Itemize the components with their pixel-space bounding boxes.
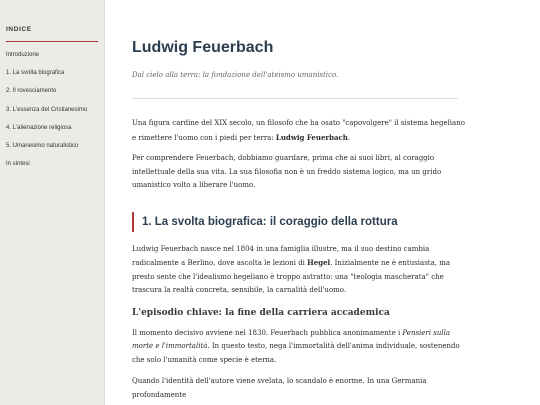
sidebar-title: INDICE: [6, 26, 98, 42]
section1-paragraph-1: [132, 243, 467, 298]
page-title: Ludwig Feuerbach: [132, 39, 274, 56]
sidebar-item-rovesciamento[interactable]: 2. Il rovesciamento: [6, 88, 57, 95]
subsection-paragraph-2: Quando l'identità dell'autore viene svelata, lo scandalo è enorme. In una Germania profondamente: [132, 377, 427, 399]
book-title-italic: Pensieri sulla morte e l'immortalità: [132, 328, 450, 350]
intro-end: .: [347, 133, 351, 142]
intro-paragraph-2: Per comprendere Feuerbach, dobbiamo guardare, prima che ai suoi libri, al coraggio intellettuale della sua vita. La sua filosofia non è un freddo sistema logico, ma un grido umanistico volto a liberare l'uomo.: [132, 154, 442, 189]
subsection-text-c: . In questo testo, nega l'immortalità dell'anima individuale, sostenendo che solo l'umanità come specie è eterna.: [132, 342, 460, 364]
intro-text: Una figura cardine del XIX secolo, un filosofo che ha osato "capovolgere" il sistema hegeliano e rimettere l'uomo con i piedi per terra:: [132, 119, 465, 142]
subsection-paragraph-1: [132, 327, 467, 368]
sidebar: [0, 0, 105, 405]
page-subtitle: Dal cielo alla terra: la fondazione dell'ateismo umanistico.: [132, 71, 339, 79]
subsection-heading-episodio: L'episodio chiave: la fine della carriera accademica: [132, 307, 390, 318]
title-divider: [132, 98, 458, 99]
sidebar-item-umanesimo-naturalistico[interactable]: 5. Umanesimo naturalistico: [6, 142, 79, 149]
hegel-bold: Hegel: [307, 258, 331, 267]
intro-name-bold: Ludwig Feuerbach: [275, 132, 348, 142]
sidebar-item-in-sintesi[interactable]: In sintesi: [6, 161, 30, 168]
section-heading-svolta: 1. La svolta biografica: il coraggio della rottura: [132, 212, 467, 232]
section1-text-a: Ludwig Feuerbach nasce nel 1804 in una famiglia illustre, ma il suo destino cambia radicalmente a Berlino, dove ascolta le lezioni di: [132, 244, 430, 267]
sidebar-item-essenza-cristianesimo[interactable]: 3. L'essenza del Cristianesimo: [6, 106, 88, 113]
subsection-text-a: Il momento decisivo avviene nel 1830. Feuerbach pubblica anonimamente i: [132, 328, 403, 337]
sidebar-item-svolta-biografica[interactable]: 1. La svolta biografica: [6, 70, 65, 77]
sidebar-item-introduzione[interactable]: Introduzione: [6, 52, 40, 58]
intro-paragraph-1: [132, 117, 467, 145]
sidebar-item-alienazione-religiosa[interactable]: 4. L'alienazione religiosa: [6, 124, 72, 131]
sidebar-nav: [6, 49, 98, 176]
article: [132, 0, 467, 402]
section1-text-c: . Inizialmente ne è entusiasta, ma presto sente che l'idealismo hegeliano è troppo astratto: una "teologia mascherata" che trascura la realtà concreta, sensibile, la carnalità dell'uomo.: [132, 259, 451, 294]
